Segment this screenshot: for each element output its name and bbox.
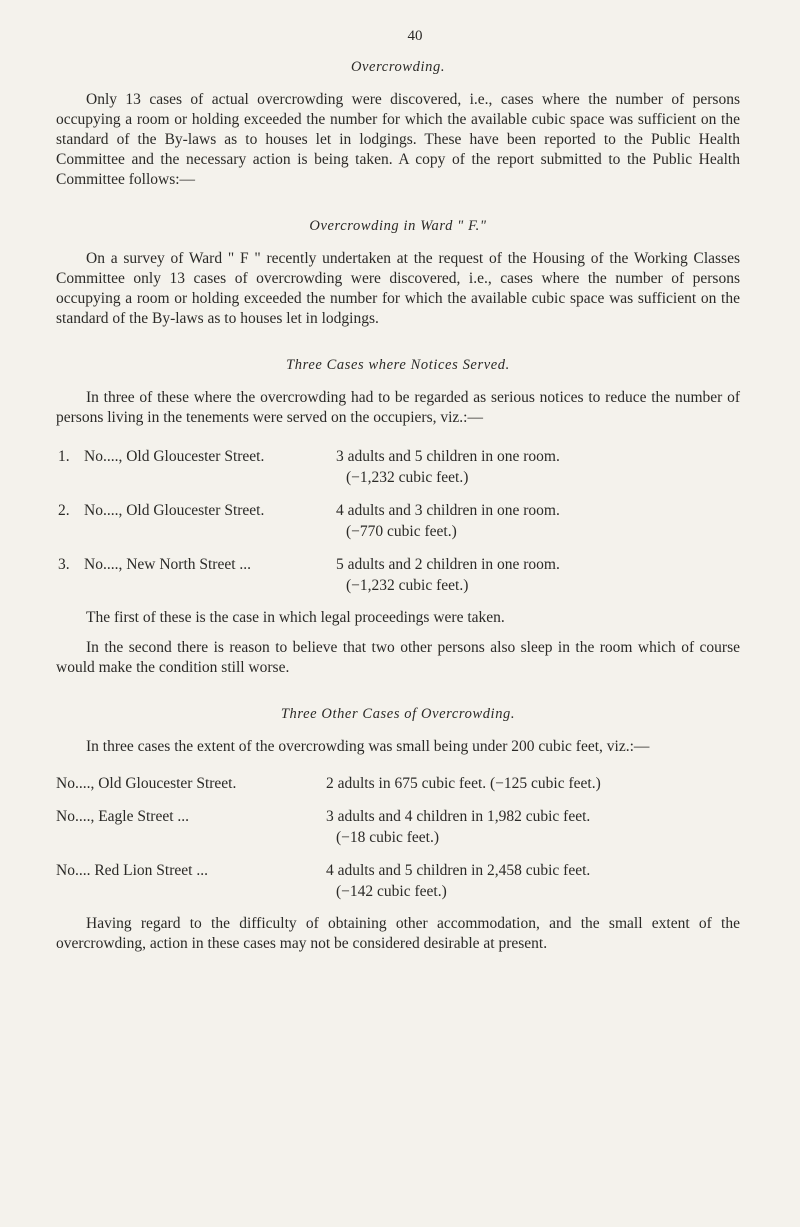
paragraph-first-case: The first of these is the case in which legal proceedings were taken. (86, 609, 505, 626)
case-number: 1. (58, 448, 70, 465)
case-occupants: 5 adults and 2 children in one room. (336, 556, 560, 573)
case-address: No...., Old Gloucester Street. (84, 502, 265, 519)
paragraph-notices: In three of these where the overcrowding had to be regarded as serious notices to reduce the number of persons living in the tenements were served on the occupiers, viz.:— (56, 389, 740, 426)
document-page (56, 28, 740, 954)
list-item (56, 773, 740, 794)
case-address: No.... Red Lion Street ... (56, 862, 208, 879)
list-item (56, 806, 740, 848)
case-cubic-deficit: (−18 cubic feet.) (336, 829, 439, 846)
case-address: No...., Old Gloucester Street. (56, 775, 237, 792)
case-detail (326, 806, 740, 848)
case-address: No...., Eagle Street ... (56, 808, 190, 825)
case-occupants: 3 adults and 5 children in one room. (336, 448, 560, 465)
case-cubic-deficit: (−1,232 cubic feet.) (346, 469, 469, 486)
paragraph-ward-f: On a survey of Ward " F " recently undertaken at the request of the Housing of the Working Classes Committee only 13 cases of overcrowding were discovered, i.e., cases where the number of persons occupying a room or holding exceeded the number for which the available cubic space was sufficient on the standard of the By-laws as to houses let in lodgings. (56, 250, 740, 327)
section-heading-other-cases: Three Other Cases of Overcrowding. (280, 706, 516, 722)
section-heading-ward-f: Overcrowding in Ward " F." (309, 218, 487, 234)
list-item (56, 446, 740, 488)
case-occupants: 4 adults and 3 children in one room. (336, 502, 560, 519)
list-item (56, 860, 740, 902)
paragraph-closing: Having regard to the difficulty of obtaining other accommodation, and the small extent of the overcrowding, action in these cases may not be considered desirable at present. (56, 915, 740, 952)
case-detail (336, 446, 740, 488)
case-detail (326, 860, 740, 902)
case-address: No...., New North Street ... (84, 556, 252, 573)
paragraph-other-cases: In three cases the extent of the overcrowding was small being under 200 cubic feet, viz.:— (86, 738, 650, 755)
case-cubic-deficit: (−770 cubic feet.) (346, 523, 457, 540)
paragraph-overcrowding: Only 13 cases of actual overcrowding were discovered, i.e., cases where the number of persons occupying a room or holding exceeded the number for which the available cubic space was sufficient on the standard of the By-laws as to houses let in lodgings. These have been reported to the Public Health Committee and the necessary action is being taken. A copy of the report submitted to the Public Health Committee follows:— (56, 91, 740, 188)
case-number: 3. (58, 556, 70, 573)
case-cubic-deficit: (−142 cubic feet.) (336, 883, 447, 900)
paragraph-second-case: In the second there is reason to believe that two other persons also sleep in the room which of course would make the condition still worse. (56, 639, 740, 676)
case-occupants: 3 adults and 4 children in 1,982 cubic feet. (326, 808, 591, 825)
case-cubic-deficit: (−1,232 cubic feet.) (346, 577, 469, 594)
case-detail (336, 500, 740, 542)
page-number: 40 (407, 28, 423, 44)
case-detail (336, 554, 740, 596)
section-heading-notices: Three Cases where Notices Served. (286, 357, 510, 373)
section-heading-overcrowding: Overcrowding. (350, 59, 446, 75)
case-occupants: 4 adults and 5 children in 2,458 cubic feet. (326, 862, 591, 879)
case-number: 2. (58, 502, 70, 519)
case-detail (326, 773, 740, 794)
case-address: No...., Old Gloucester Street. (84, 448, 265, 465)
case-occupants: 2 adults in 675 cubic feet. (−125 cubic feet.) (326, 775, 601, 792)
list-item (56, 500, 740, 542)
list-item (56, 554, 740, 596)
notices-case-list (56, 446, 740, 596)
other-case-list (56, 773, 740, 902)
